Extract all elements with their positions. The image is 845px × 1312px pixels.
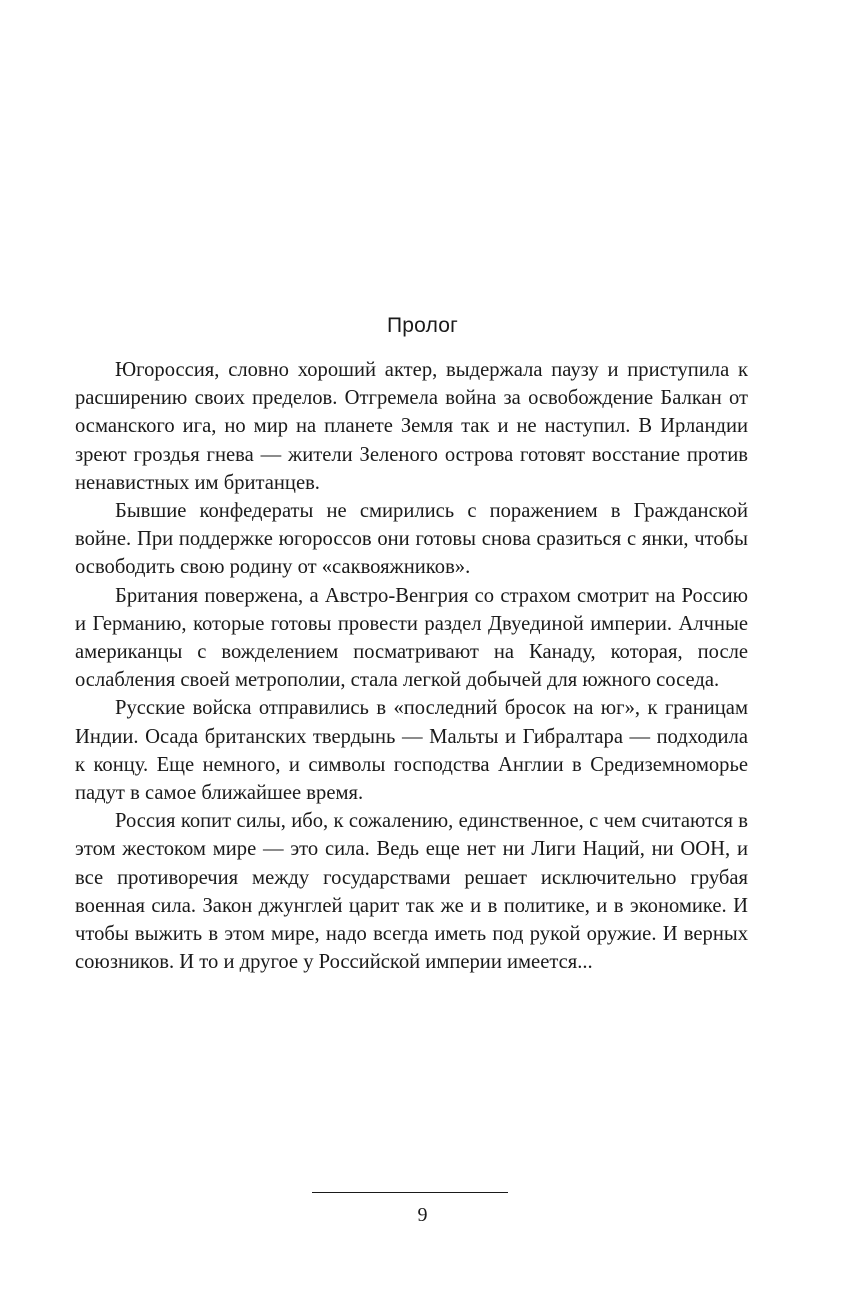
body-text	[75, 356, 748, 976]
chapter-title: Пролог	[386, 314, 459, 337]
paragraph: Русские войска отправились в «последний бросок на юг», к границам Индии. Осада британских твердынь — Мальты и Гибралтара — подходила к концу. Еще немного, и символы господства Англии в Средиземноморье падут в самое ближайшее время.	[75, 697, 748, 805]
page-number: 9	[417, 1204, 428, 1226]
paragraph: Россия копит силы, ибо, к сожалению, единственное, с чем считаются в этом жестоком мире — это сила. Ведь еще нет ни Лиги Наций, ни ООН, и все противоречия между государствами решает исключительно грубая военная сила. Закон джунглей царит так же и в политике, и в экономике. И чтобы выжить в этом мире, надо всегда иметь под рукой оружие. И верных союзников. И то и другое у Российской империи имеется...	[75, 810, 748, 974]
paragraph: Британия повержена, а Австро-Венгрия со страхом смотрит на Россию и Германию, которые готовы провести раздел Двуединой империи. Алчные американцы с вожделением посматривают на Канаду, которая, после ослабления своей метрополии, стала легкой добычей для южного соседа.	[75, 584, 748, 692]
footer-rule	[312, 1192, 508, 1193]
paragraph: Югороссия, словно хороший актер, выдержала паузу и приступила к расширению своих пределов. Отгремела война за освобождение Балкан от османского ига, но мир на планете Земля так и не наступил. В Ирландии зреют гроздья гнева — жители Зеленого острова готовят восстание против ненавистных им британцев.	[75, 359, 748, 494]
paragraph: Бывшие конфедераты не смирились с поражением в Гражданской войне. При поддержке югороссов они готовы снова сразиться с янки, чтобы освободить свою родину от «саквояжников».	[75, 500, 748, 579]
